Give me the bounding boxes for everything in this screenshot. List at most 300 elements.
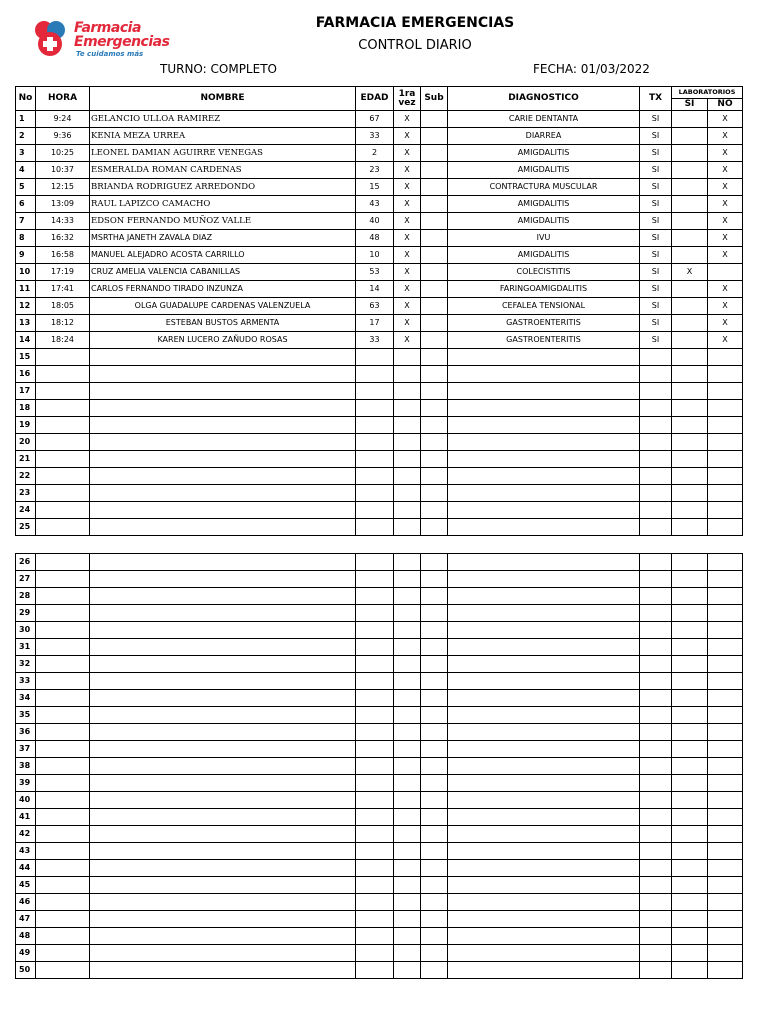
cell-hora [36,417,90,434]
row-number: 37 [16,741,36,758]
cell-lab-si [672,945,708,962]
cell-nombre [90,945,356,962]
cell-hora: 10:37 [36,162,90,179]
cell-primera-vez [394,962,421,979]
cell-sub [421,741,448,758]
cell-hora [36,485,90,502]
row-number: 45 [16,877,36,894]
row-number: 36 [16,724,36,741]
cell-nombre [90,571,356,588]
cell-edad [356,468,394,485]
cell-lab-no [708,571,743,588]
cell-nombre: GELANCIO ULLOA RAMIREZ [90,111,356,128]
cell-nombre [90,656,356,673]
cell-hora: 9:36 [36,128,90,145]
row-number: 44 [16,860,36,877]
cell-lab-no [708,656,743,673]
cell-sub [421,213,448,230]
row-number: 8 [16,230,36,247]
cell-nombre [90,468,356,485]
cell-tx [640,451,672,468]
cell-diagnostico [448,639,640,656]
row-number: 17 [16,383,36,400]
logo-text-line2: Emergencias [74,34,170,50]
cell-lab-no [708,366,743,383]
cell-lab-si: X [672,264,708,281]
cell-primera-vez: X [394,196,421,213]
cell-hora [36,502,90,519]
cell-diagnostico [448,554,640,571]
cell-lab-si [672,639,708,656]
cell-sub [421,485,448,502]
cell-sub [421,315,448,332]
cell-primera-vez [394,588,421,605]
col-header-no: No [16,87,36,111]
cell-primera-vez [394,485,421,502]
cell-lab-no [708,894,743,911]
col-header-sub: Sub [421,87,448,111]
cell-nombre [90,741,356,758]
cell-lab-no: X [708,179,743,196]
row-number: 49 [16,945,36,962]
table-row [16,519,743,536]
cell-tx [640,758,672,775]
cell-hora: 18:05 [36,298,90,315]
cell-primera-vez [394,928,421,945]
cell-primera-vez [394,894,421,911]
cell-sub [421,196,448,213]
cell-lab-no: X [708,213,743,230]
table-row [16,656,743,673]
cell-nombre [90,809,356,826]
cell-primera-vez [394,741,421,758]
cell-lab-si [672,366,708,383]
cell-nombre: ESMERALDA ROMAN CARDENAS [90,162,356,179]
cell-primera-vez [394,417,421,434]
cell-sub [421,554,448,571]
cell-primera-vez [394,468,421,485]
cell-primera-vez [394,690,421,707]
cell-lab-no [708,741,743,758]
cell-edad: 23 [356,162,394,179]
cell-hora [36,792,90,809]
cell-tx [640,775,672,792]
cell-lab-no [708,962,743,979]
row-number: 4 [16,162,36,179]
cell-hora [36,383,90,400]
cell-lab-no [708,792,743,809]
cell-diagnostico [448,741,640,758]
row-number: 35 [16,707,36,724]
cell-hora [36,928,90,945]
cell-diagnostico [448,843,640,860]
cell-lab-no [708,349,743,366]
cell-edad: 33 [356,128,394,145]
cell-edad [356,383,394,400]
pharmacy-cross-icon [30,18,70,58]
cell-tx [640,588,672,605]
table-row [16,417,743,434]
cell-lab-si [672,434,708,451]
cell-primera-vez [394,451,421,468]
cell-tx [640,911,672,928]
cell-lab-si [672,843,708,860]
cell-sub [421,400,448,417]
cell-edad [356,605,394,622]
table-row [16,434,743,451]
cell-lab-si [672,588,708,605]
cell-sub [421,707,448,724]
cell-edad [356,349,394,366]
row-number: 7 [16,213,36,230]
cell-lab-si [672,622,708,639]
cell-edad [356,451,394,468]
cell-edad: 14 [356,281,394,298]
cell-diagnostico [448,400,640,417]
row-number: 13 [16,315,36,332]
cell-lab-no: X [708,196,743,213]
cell-lab-no [708,434,743,451]
cell-nombre [90,554,356,571]
row-number: 21 [16,451,36,468]
cell-tx: SI [640,162,672,179]
table-row [16,571,743,588]
cell-hora [36,690,90,707]
cell-lab-no [708,673,743,690]
row-number: 22 [16,468,36,485]
cell-primera-vez [394,809,421,826]
cell-sub [421,281,448,298]
cell-edad [356,962,394,979]
table-row [16,400,743,417]
cell-hora [36,554,90,571]
cell-edad [356,622,394,639]
cell-sub [421,945,448,962]
cell-edad [356,417,394,434]
cell-lab-si [672,809,708,826]
cell-diagnostico [448,928,640,945]
cell-sub [421,264,448,281]
table-row [16,230,743,247]
cell-edad: 33 [356,332,394,349]
cell-primera-vez [394,519,421,536]
cell-tx [640,434,672,451]
cell-tx [640,656,672,673]
cell-hora [36,945,90,962]
cell-hora: 18:24 [36,332,90,349]
cell-nombre [90,962,356,979]
cell-lab-no: X [708,298,743,315]
cell-lab-no: X [708,111,743,128]
cell-nombre [90,366,356,383]
cell-diagnostico [448,519,640,536]
row-number: 24 [16,502,36,519]
cell-primera-vez [394,383,421,400]
cell-diagnostico: CEFALEA TENSIONAL [448,298,640,315]
cell-lab-si [672,451,708,468]
table-row [16,809,743,826]
date-label: FECHA: 01/03/2022 [533,62,650,76]
cell-lab-si [672,758,708,775]
cell-diagnostico: AMIGDALITIS [448,145,640,162]
cell-tx: SI [640,230,672,247]
cell-hora [36,741,90,758]
cell-nombre: MSRTHA JANETH ZAVALA DIAZ [90,230,356,247]
row-number: 48 [16,928,36,945]
cell-tx: SI [640,281,672,298]
cell-hora [36,758,90,775]
table-row [16,349,743,366]
cell-diagnostico [448,792,640,809]
cell-lab-si [672,690,708,707]
cell-lab-si [672,383,708,400]
cell-tx [640,622,672,639]
cell-primera-vez: X [394,213,421,230]
cell-sub [421,928,448,945]
cell-lab-no [708,417,743,434]
table-row [16,962,743,979]
table-row [16,860,743,877]
table-row [16,247,743,264]
cell-hora [36,519,90,536]
cell-hora [36,571,90,588]
table-row [16,639,743,656]
cell-diagnostico [448,877,640,894]
cell-sub [421,162,448,179]
cell-lab-si [672,673,708,690]
cell-tx [640,707,672,724]
cell-edad: 10 [356,247,394,264]
cell-edad [356,809,394,826]
row-number: 9 [16,247,36,264]
cell-edad: 53 [356,264,394,281]
cell-primera-vez [394,400,421,417]
cell-primera-vez: X [394,281,421,298]
cell-edad [356,690,394,707]
cell-lab-si [672,332,708,349]
cell-lab-si [672,792,708,809]
cell-primera-vez [394,605,421,622]
cell-primera-vez: X [394,332,421,349]
row-number: 34 [16,690,36,707]
cell-primera-vez [394,349,421,366]
cell-diagnostico [448,571,640,588]
cell-diagnostico: AMIGDALITIS [448,196,640,213]
row-number: 40 [16,792,36,809]
row-number: 32 [16,656,36,673]
cell-hora [36,366,90,383]
table-row [16,213,743,230]
cell-nombre [90,622,356,639]
logo-tagline: Te cuidamos más [76,50,144,58]
col-header-diagnostico: DIAGNOSTICO [448,87,640,111]
cell-lab-no [708,264,743,281]
row-number: 3 [16,145,36,162]
cell-primera-vez: X [394,128,421,145]
cell-hora [36,877,90,894]
row-number: 29 [16,605,36,622]
cell-sub [421,383,448,400]
row-number: 25 [16,519,36,536]
cell-primera-vez: X [394,247,421,264]
cell-diagnostico [448,809,640,826]
cell-primera-vez [394,622,421,639]
cell-lab-no [708,707,743,724]
table-row [16,264,743,281]
cell-nombre [90,417,356,434]
cell-lab-no [708,400,743,417]
cell-hora [36,588,90,605]
table-row [16,826,743,843]
cell-sub [421,792,448,809]
row-number: 16 [16,366,36,383]
cell-hora [36,605,90,622]
cell-hora: 17:41 [36,281,90,298]
cell-lab-no [708,775,743,792]
cell-sub [421,962,448,979]
cell-lab-si [672,400,708,417]
table-row [16,588,743,605]
cell-primera-vez: X [394,111,421,128]
table-row [16,315,743,332]
cell-sub [421,145,448,162]
cell-edad [356,588,394,605]
cell-diagnostico: CONTRACTURA MUSCULAR [448,179,640,196]
row-number: 38 [16,758,36,775]
cell-tx: SI [640,315,672,332]
cell-tx: SI [640,213,672,230]
cell-sub [421,775,448,792]
cell-nombre [90,349,356,366]
row-number: 39 [16,775,36,792]
cell-lab-si [672,145,708,162]
cell-primera-vez [394,434,421,451]
col-header-edad: EDAD [356,87,394,111]
cell-diagnostico [448,962,640,979]
cell-lab-si [672,162,708,179]
cell-nombre [90,673,356,690]
cell-tx: SI [640,145,672,162]
table-row [16,622,743,639]
cell-sub [421,826,448,843]
table-row [16,383,743,400]
cell-sub [421,860,448,877]
row-number: 18 [16,400,36,417]
table-row [16,298,743,315]
cell-edad: 40 [356,213,394,230]
cell-nombre [90,843,356,860]
cell-hora [36,468,90,485]
cell-tx: SI [640,332,672,349]
cell-lab-si [672,741,708,758]
cell-sub [421,911,448,928]
cell-edad [356,400,394,417]
cell-diagnostico [448,707,640,724]
cell-hora [36,826,90,843]
row-number: 12 [16,298,36,315]
row-number: 1 [16,111,36,128]
cell-primera-vez [394,792,421,809]
cell-edad: 67 [356,111,394,128]
cell-nombre [90,434,356,451]
row-number: 10 [16,264,36,281]
cell-lab-no [708,690,743,707]
cell-primera-vez: X [394,145,421,162]
cell-lab-si [672,605,708,622]
cell-edad [356,673,394,690]
cell-tx [640,843,672,860]
row-number: 20 [16,434,36,451]
cell-diagnostico [448,758,640,775]
cell-sub [421,758,448,775]
cell-sub [421,809,448,826]
cell-lab-si [672,707,708,724]
cell-primera-vez: X [394,230,421,247]
cell-tx [640,571,672,588]
daily-control-table-continued [15,553,743,979]
cell-sub [421,230,448,247]
cell-sub [421,366,448,383]
cell-lab-no: X [708,315,743,332]
cell-hora [36,911,90,928]
cell-edad [356,554,394,571]
cell-diagnostico [448,945,640,962]
cell-primera-vez [394,571,421,588]
pharmacy-logo [30,18,180,60]
cell-edad [356,519,394,536]
col-header-nombre: NOMBRE [90,87,356,111]
cell-nombre: MANUEL ALEJADRO ACOSTA CARRILLO [90,247,356,264]
logo-text-line1: Farmacia [74,20,141,36]
cell-tx [640,605,672,622]
cell-diagnostico [448,605,640,622]
cell-nombre [90,826,356,843]
cell-hora [36,860,90,877]
cell-tx [640,366,672,383]
cell-tx [640,690,672,707]
cell-nombre: LEONEL DAMIAN AGUIRRE VENEGAS [90,145,356,162]
cell-lab-si [672,571,708,588]
cell-tx [640,877,672,894]
cell-lab-si [672,485,708,502]
cell-lab-no [708,383,743,400]
table-row [16,605,743,622]
row-number: 15 [16,349,36,366]
col-header-laboratorios: LABORATORIOS [672,87,743,99]
row-number: 46 [16,894,36,911]
col-header-tx: TX [640,87,672,111]
cell-lab-si [672,196,708,213]
row-number: 14 [16,332,36,349]
cell-sub [421,417,448,434]
cell-nombre: ESTEBAN BUSTOS ARMENTA [90,315,356,332]
cell-lab-no: X [708,247,743,264]
cell-sub [421,571,448,588]
cell-lab-no: X [708,230,743,247]
cell-sub [421,588,448,605]
cell-edad [356,860,394,877]
row-number: 47 [16,911,36,928]
cell-edad: 43 [356,196,394,213]
cell-lab-no: X [708,145,743,162]
cell-nombre: KENIA MEZA URREA [90,128,356,145]
cell-lab-no [708,468,743,485]
cell-lab-no [708,639,743,656]
cell-sub [421,690,448,707]
cell-tx [640,400,672,417]
cell-diagnostico [448,451,640,468]
cell-sub [421,451,448,468]
